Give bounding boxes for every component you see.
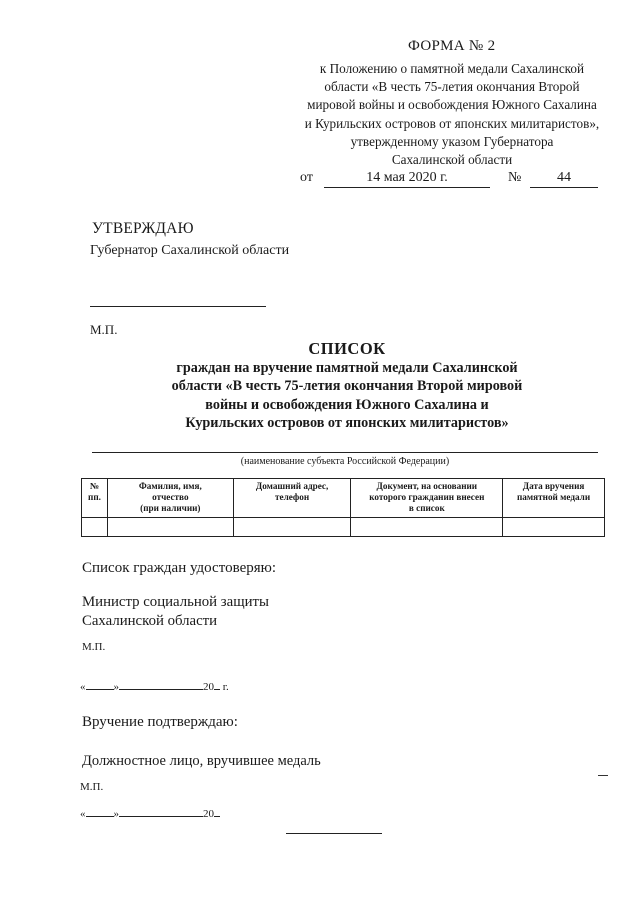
table-row [82,518,605,537]
number-underline [530,187,598,188]
number-label: № [508,170,522,185]
stamp-label: М.П. [82,641,106,653]
list-title-line: области «В честь 75-летия окончания Второй мировой [171,378,523,394]
decree-number: 44 [557,170,571,185]
signature-line [90,306,266,307]
confirmation-date-field: « » 20 [80,806,220,820]
citizens-table [81,478,605,537]
list-title-line: войны и освобождения Южного Сахалина и [205,396,489,413]
subject-caption: (наименование субъекта Российской Федерации) [240,456,450,467]
official-position: Должностное лицо, вручившее медаль [82,753,321,769]
minister-position: Министр социальной защиты Сахалинской области [82,594,269,629]
regulation-line: утвержденному указом Губернатора [350,133,554,149]
approval-title: УТВЕРЖДАЮ [92,220,194,237]
stamp-label: М.П. [90,322,118,337]
regulation-reference [270,60,634,169]
stamp-label: М.П. [80,781,104,793]
day-blank[interactable] [86,679,114,690]
month-blank[interactable] [119,679,203,690]
column-header-number: № пп. [82,479,108,518]
column-header-address: Домашний адрес, телефон [233,479,351,518]
approval-position: Губернатор Сахалинской области [90,243,290,258]
margin-mark [598,775,608,776]
form-number: ФОРМА № 2 [408,38,496,54]
column-header-document: Документ, на основании которого гражданин внесен в список [351,479,503,518]
table-cell[interactable] [351,518,503,537]
regulation-line: к Положению о памятной медали Сахалинской [319,61,585,76]
list-title [150,340,544,433]
confirmation-text: Вручение подтверждаю: [82,714,238,730]
list-title-line: граждан на вручение памятной медали Сахалинской [176,359,518,376]
year-blank[interactable] [214,679,220,690]
table-cell[interactable] [82,518,108,537]
month-blank[interactable] [119,806,203,817]
year-blank[interactable] [214,806,220,817]
from-label: от [300,170,313,185]
day-blank[interactable] [86,806,114,817]
list-heading: СПИСОК [308,339,386,358]
table-cell[interactable] [233,518,351,537]
decree-date: 14 мая 2020 г. [366,170,448,185]
regulation-line: и Курильских островов от японских милитаристов», [304,115,600,131]
column-header-full-name: Фамилия, имя, отчество (при наличии) [107,479,233,518]
column-header-award-date: Дата вручения памятной медали [503,479,605,518]
list-title-line: Курильских островов от японских милитаристов» [185,415,509,431]
regulation-line: Сахалинской области [391,152,513,168]
certification-text: Список граждан удостоверяю: [82,560,276,576]
table-cell[interactable] [107,518,233,537]
table-header-row [82,479,605,518]
date-underline [324,187,490,188]
certification-date-field: « » 20 г. [80,681,229,693]
regulation-line: мировой войны и освобождения Южного Сахалина [307,97,597,113]
table-cell[interactable] [503,518,605,537]
footer-divider [286,833,382,834]
subject-line [92,452,598,453]
regulation-line: области «В честь 75-летия окончания Второй [324,79,580,95]
decree-date-line [300,170,600,192]
